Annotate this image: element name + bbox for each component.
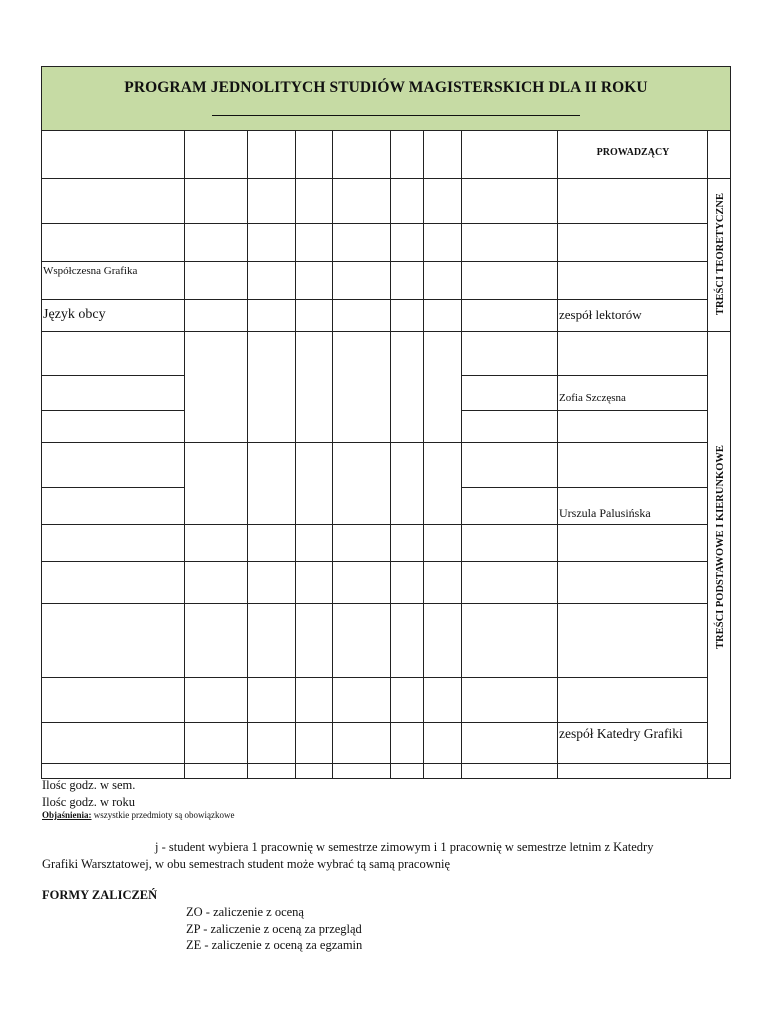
subject-wspolczesna-grafika: Współczesna Grafika bbox=[43, 265, 138, 277]
subject-jezyk-obcy: Język obcy bbox=[43, 307, 106, 322]
teacher-urszula-palusinska: Urszula Palusińska bbox=[559, 506, 651, 520]
explanations-text: wszystkie przedmioty są obowiązkowe bbox=[91, 810, 235, 820]
teacher-zofia-szczesna: Zofia Szczęsna bbox=[559, 392, 626, 404]
program-title: PROGRAM JEDNOLITYCH STUDIÓW MAGISTERSKICH DLA II ROKU bbox=[124, 79, 648, 96]
hours-per-semester-label: Ilośc godz. w sem. bbox=[42, 778, 136, 792]
hours-per-year-label: Ilośc godz. w roku bbox=[42, 795, 136, 809]
teacher-zespol-katedry-grafiki: zespół Katedry Grafiki bbox=[559, 726, 683, 741]
note-line-1: j - student wybiera 1 pracownię w semestrze zimowym i 1 pracownię w semestrze letnim z Katedry bbox=[155, 840, 654, 854]
program-table-grid bbox=[41, 66, 731, 781]
form-zo: ZO - zaliczenie z oceną bbox=[186, 905, 304, 919]
form-ze: ZE - zaliczenie z oceną za egzamin bbox=[186, 938, 363, 952]
section-label-core: TREŚCI PODSTAWOWE I KIERUNKOWE bbox=[715, 445, 726, 649]
teacher-zespol-lektorow: zespół lektorów bbox=[559, 307, 642, 322]
section-label-theory: TREŚCI TEORETYCZNE bbox=[715, 192, 726, 316]
col-header-prowadzacy: PROWADZĄCY bbox=[596, 147, 670, 158]
explanations-line bbox=[42, 810, 234, 820]
form-zp: ZP - zaliczenie z oceną za przegląd bbox=[186, 922, 362, 936]
forms-heading: FORMY ZALICZEŃ bbox=[42, 888, 158, 902]
note-line-2: Grafiki Warsztatowej, w obu semestrach student może wybrać tą samą pracownię bbox=[42, 857, 450, 871]
table-frame bbox=[42, 131, 731, 779]
explanations-label: Objaśnienia: bbox=[42, 810, 92, 820]
